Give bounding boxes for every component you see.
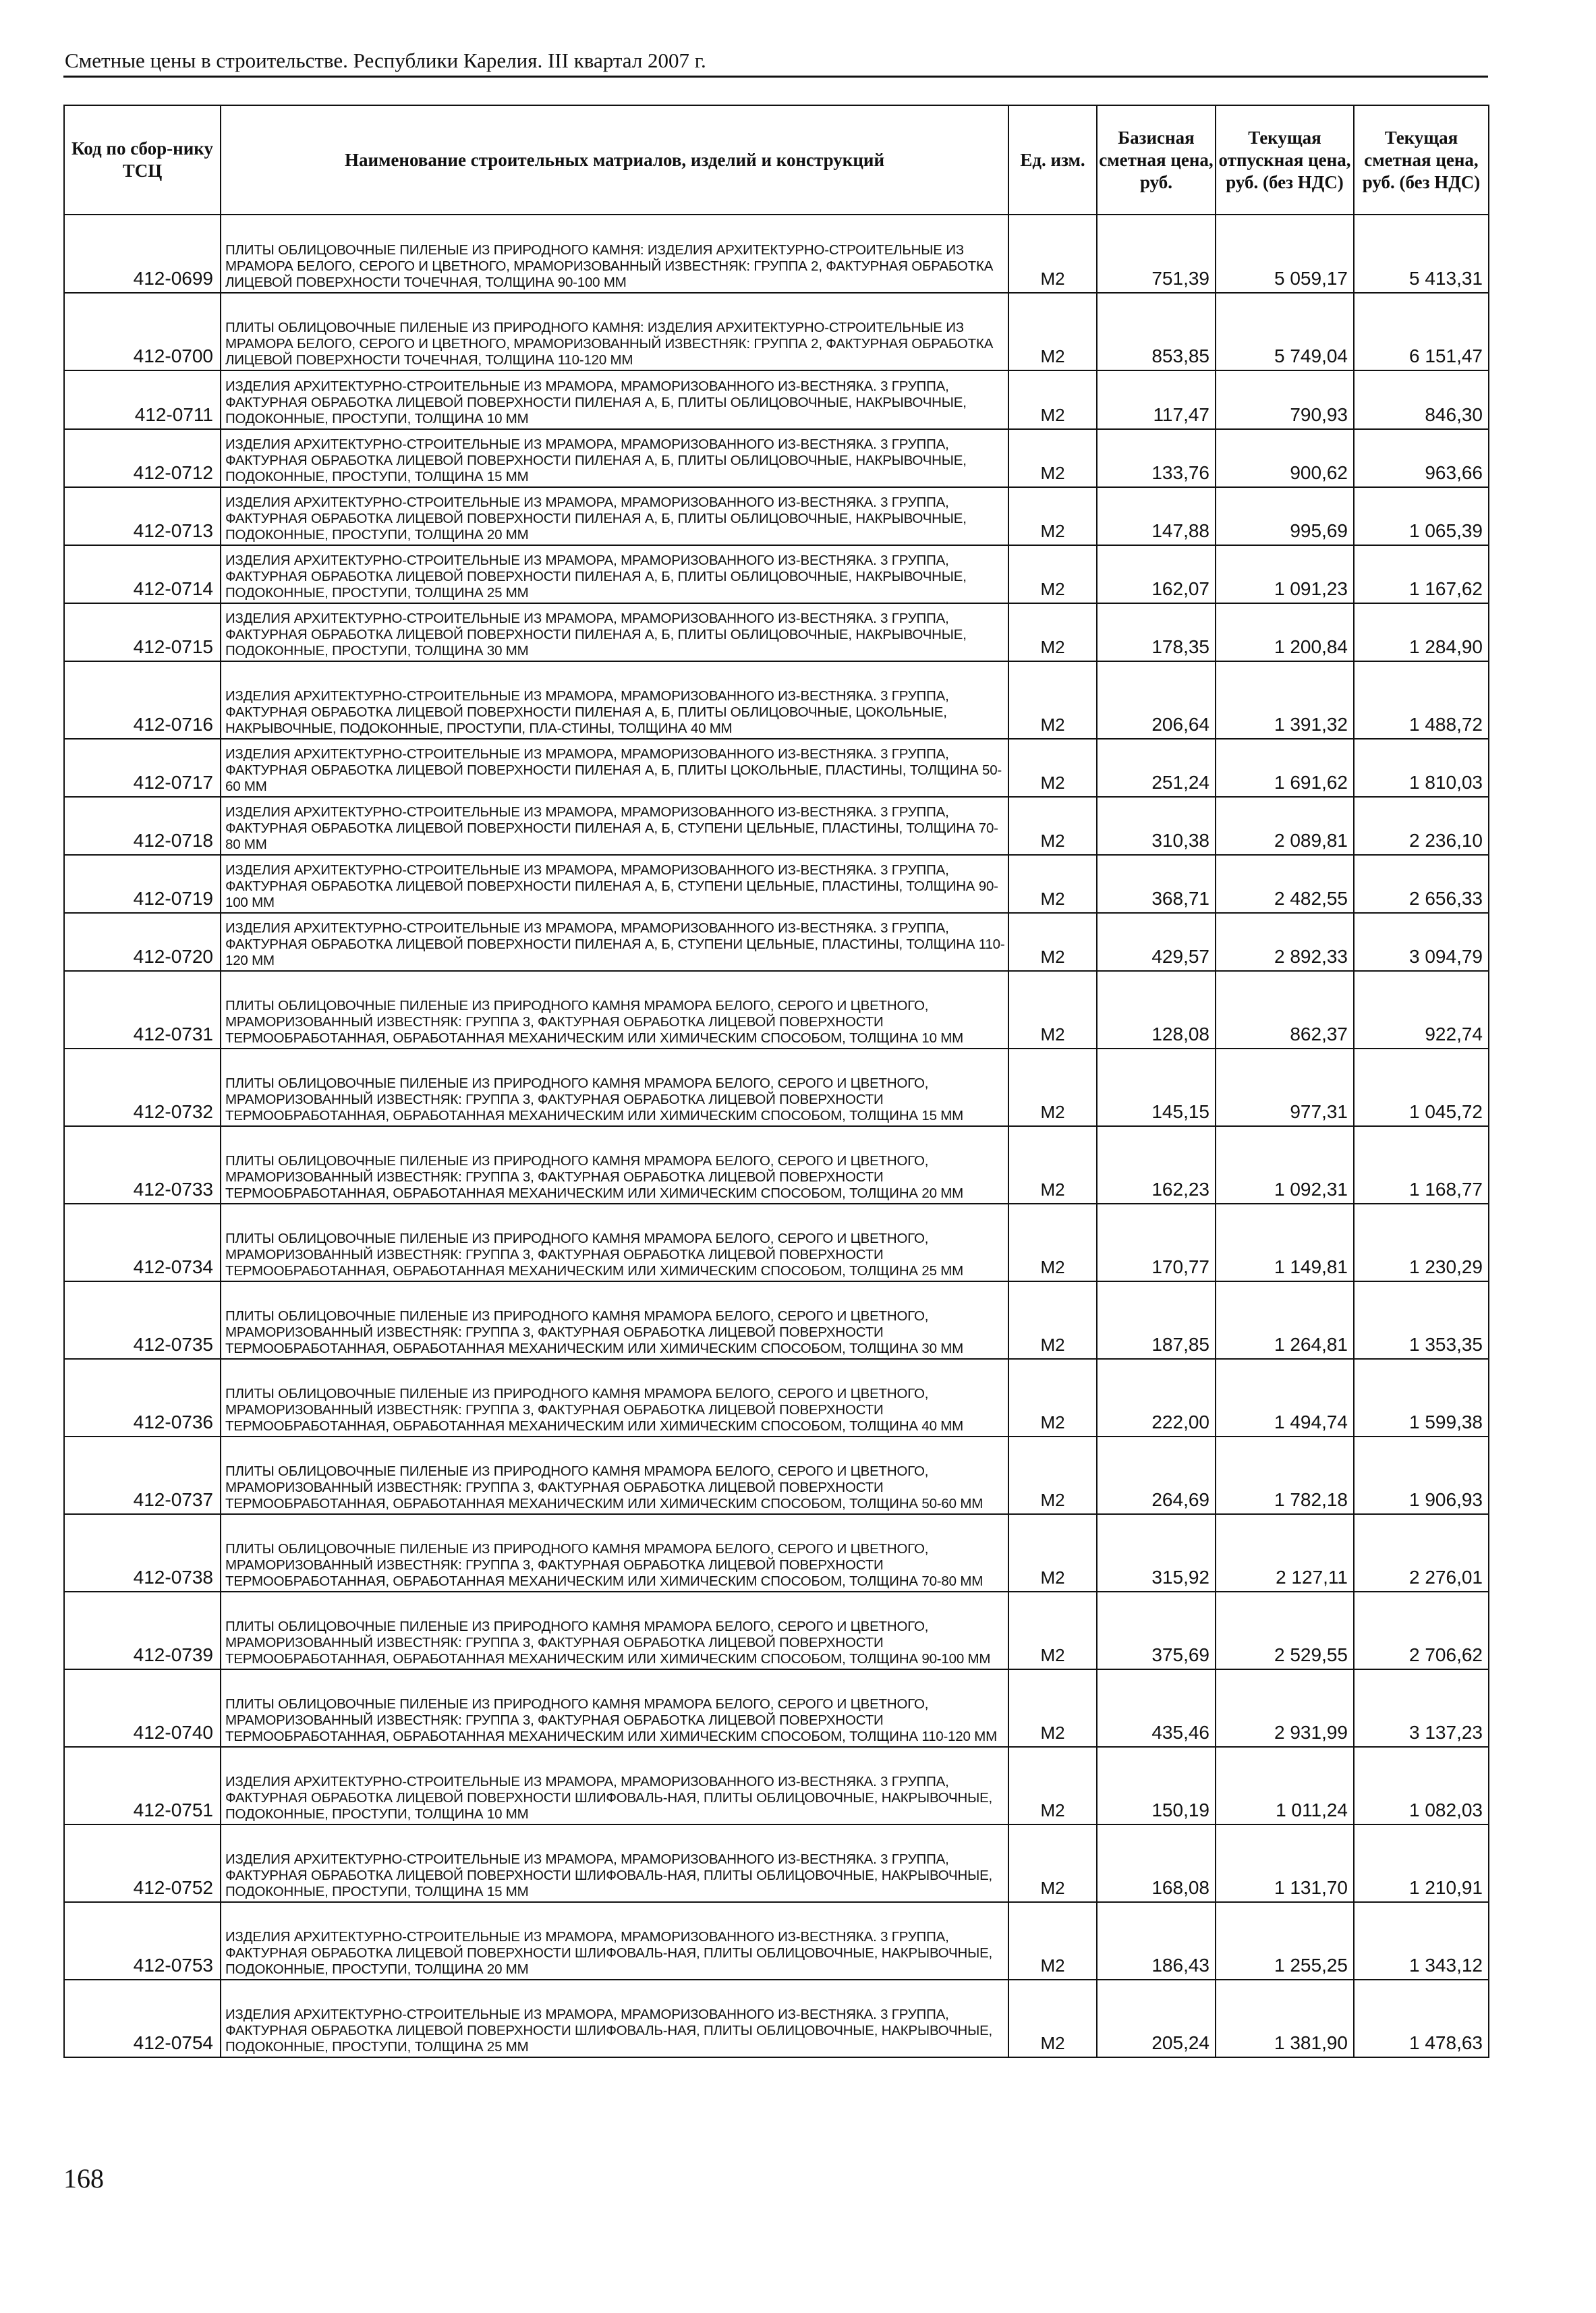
table-row [64, 1281, 1489, 1359]
row-name: ИЗДЕЛИЯ АРХИТЕКТУРНО-СТРОИТЕЛЬНЫЕ ИЗ МРАМОРА, МРАМОРИЗОВАННОГО ИЗ-ВЕСТНЯКА. 3 ГРУППА, ФАКТУРНАЯ ОБРАБОТКА ЛИЦЕВОЙ ПОВЕРХНОСТИ ПИЛЕНАЯ А, Б, ПЛИТЫ ЦОКОЛЬНЫЕ, ПЛАСТИНЫ, ТОЛЩИНА 50-60 ММ [221, 739, 1008, 797]
row-base-price: 429,57 [1097, 913, 1216, 971]
running-header: Сметные цены в строительстве. Республики Карелия. III квартал 2007 г. [65, 49, 706, 72]
row-release-price: 1 092,31 [1216, 1126, 1354, 1204]
table-row [64, 1902, 1489, 1980]
row-release-price: 2 482,55 [1216, 855, 1354, 913]
row-release-price: 900,62 [1216, 429, 1354, 487]
row-base-price: 375,69 [1097, 1592, 1216, 1669]
row-unit: М2 [1008, 1049, 1097, 1126]
row-estimate-price: 2 236,10 [1354, 797, 1489, 855]
row-code: 412-0713 [64, 487, 221, 545]
row-release-price: 5 059,17 [1216, 215, 1354, 293]
table-row [64, 1747, 1489, 1824]
table-row [64, 1592, 1489, 1669]
table-row [64, 739, 1489, 797]
row-estimate-price: 1 082,03 [1354, 1747, 1489, 1824]
row-release-price: 1 131,70 [1216, 1824, 1354, 1902]
row-unit: М2 [1008, 1437, 1097, 1514]
row-code: 412-0717 [64, 739, 221, 797]
row-unit: М2 [1008, 1281, 1097, 1359]
table-row [64, 1980, 1489, 2057]
row-estimate-price: 963,66 [1354, 429, 1489, 487]
header-rule [63, 76, 1488, 78]
row-base-price: 264,69 [1097, 1437, 1216, 1514]
row-estimate-price: 2 706,62 [1354, 1592, 1489, 1669]
row-code: 412-0732 [64, 1049, 221, 1126]
row-estimate-price: 1 045,72 [1354, 1049, 1489, 1126]
row-estimate-price: 1 230,29 [1354, 1204, 1489, 1281]
row-name: ИЗДЕЛИЯ АРХИТЕКТУРНО-СТРОИТЕЛЬНЫЕ ИЗ МРАМОРА, МРАМОРИЗОВАННОГО ИЗ-ВЕСТНЯКА. 3 ГРУППА, ФАКТУРНАЯ ОБРАБОТКА ЛИЦЕВОЙ ПОВЕРХНОСТИ ПИЛЕНАЯ А, Б, ПЛИТЫ ОБЛИЦОВОЧНЫЕ, ЦОКОЛЬНЫЕ, НАКРЫВОЧНЫЕ, ПОДОКОННЫЕ, ПРОСТУПИ, ПЛА-СТИНЫ, ТОЛЩИНА 40 ММ [221, 661, 1008, 739]
table-row [64, 1204, 1489, 1281]
row-estimate-price: 3 094,79 [1354, 913, 1489, 971]
table-row [64, 1437, 1489, 1514]
row-name: ПЛИТЫ ОБЛИЦОВОЧНЫЕ ПИЛЕНЫЕ ИЗ ПРИРОДНОГО КАМНЯ: ИЗДЕЛИЯ АРХИТЕКТУРНО-СТРОИТЕЛЬНЫЕ ИЗ МРАМОРА БЕЛОГО, СЕРОГО И ЦВЕТНОГО, МРАМОРИЗОВАННЫЙ ИЗВЕСТНЯК: ГРУППА 2, ФАКТУРНАЯ ОБРАБОТКА ЛИЦЕВОЙ ПОВЕРХНОСТИ ТОЧЕЧНАЯ, ТОЛЩИНА 110-120 ММ [221, 293, 1008, 370]
row-unit: М2 [1008, 1824, 1097, 1902]
row-release-price: 2 529,55 [1216, 1592, 1354, 1669]
row-unit: М2 [1008, 855, 1097, 913]
row-code: 412-0712 [64, 429, 221, 487]
row-code: 412-0735 [64, 1281, 221, 1359]
row-estimate-price: 1 353,35 [1354, 1281, 1489, 1359]
row-code: 412-0733 [64, 1126, 221, 1204]
row-unit: М2 [1008, 1204, 1097, 1281]
row-code: 412-0751 [64, 1747, 221, 1824]
row-estimate-price: 2 276,01 [1354, 1514, 1489, 1592]
row-base-price: 168,08 [1097, 1824, 1216, 1902]
table-row [64, 487, 1489, 545]
row-base-price: 206,64 [1097, 661, 1216, 739]
row-name: ИЗДЕЛИЯ АРХИТЕКТУРНО-СТРОИТЕЛЬНЫЕ ИЗ МРАМОРА, МРАМОРИЗОВАННОГО ИЗ-ВЕСТНЯКА. 3 ГРУППА, ФАКТУРНАЯ ОБРАБОТКА ЛИЦЕВОЙ ПОВЕРХНОСТИ ПИЛЕНАЯ А, Б, СТУПЕНИ ЦЕЛЬНЫЕ, ПЛАСТИНЫ, ТОЛЩИНА 110-120 ММ [221, 913, 1008, 971]
row-unit: М2 [1008, 913, 1097, 971]
row-estimate-price: 1 284,90 [1354, 603, 1489, 661]
row-estimate-price: 1 210,91 [1354, 1824, 1489, 1902]
row-base-price: 170,77 [1097, 1204, 1216, 1281]
row-base-price: 187,85 [1097, 1281, 1216, 1359]
row-unit: М2 [1008, 1514, 1097, 1592]
row-base-price: 145,15 [1097, 1049, 1216, 1126]
row-name: ИЗДЕЛИЯ АРХИТЕКТУРНО-СТРОИТЕЛЬНЫЕ ИЗ МРАМОРА, МРАМОРИЗОВАННОГО ИЗ-ВЕСТНЯКА. 3 ГРУППА, ФАКТУРНАЯ ОБРАБОТКА ЛИЦЕВОЙ ПОВЕРХНОСТИ ПИЛЕНАЯ А, Б, ПЛИТЫ ОБЛИЦОВОЧНЫЕ, НАКРЫВОЧНЫЕ, ПОДОКОННЫЕ, ПРОСТУПИ, ТОЛЩИНА 15 ММ [221, 429, 1008, 487]
row-base-price: 117,47 [1097, 370, 1216, 429]
row-estimate-price: 2 656,33 [1354, 855, 1489, 913]
row-estimate-price: 1 167,62 [1354, 545, 1489, 603]
row-code: 412-0700 [64, 293, 221, 370]
table-row [64, 1049, 1489, 1126]
row-code: 412-0754 [64, 1980, 221, 2057]
row-code: 412-0734 [64, 1204, 221, 1281]
row-release-price: 2 127,11 [1216, 1514, 1354, 1592]
row-name: ИЗДЕЛИЯ АРХИТЕКТУРНО-СТРОИТЕЛЬНЫЕ ИЗ МРАМОРА, МРАМОРИЗОВАННОГО ИЗ-ВЕСТНЯКА. 3 ГРУППА, ФАКТУРНАЯ ОБРАБОТКА ЛИЦЕВОЙ ПОВЕРХНОСТИ ПИЛЕНАЯ А, Б, ПЛИТЫ ОБЛИЦОВОЧНЫЕ, НАКРЫВОЧНЫЕ, ПОДОКОННЫЕ, ПРОСТУПИ, ТОЛЩИНА 10 ММ [221, 370, 1008, 429]
row-release-price: 1 011,24 [1216, 1747, 1354, 1824]
row-unit: М2 [1008, 293, 1097, 370]
row-code: 412-0720 [64, 913, 221, 971]
row-release-price: 790,93 [1216, 370, 1354, 429]
row-name: ПЛИТЫ ОБЛИЦОВОЧНЫЕ ПИЛЕНЫЕ ИЗ ПРИРОДНОГО КАМНЯ МРАМОРА БЕЛОГО, СЕРОГО И ЦВЕТНОГО, МРАМОРИЗОВАННЫЙ ИЗВЕСТНЯК: ГРУППА 3, ФАКТУРНАЯ ОБРАБОТКА ЛИЦЕВОЙ ПОВЕРХНОСТИ ТЕРМООБРАБОТАННАЯ, ОБРАБОТАННАЯ МЕХАНИЧЕСКИМ ИЛИ ХИМИЧЕСКИМ СПОСОБОМ, ТОЛЩИНА 90-100 ММ [221, 1592, 1008, 1669]
row-name: ПЛИТЫ ОБЛИЦОВОЧНЫЕ ПИЛЕНЫЕ ИЗ ПРИРОДНОГО КАМНЯ МРАМОРА БЕЛОГО, СЕРОГО И ЦВЕТНОГО, МРАМОРИЗОВАННЫЙ ИЗВЕСТНЯК: ГРУППА 3, ФАКТУРНАЯ ОБРАБОТКА ЛИЦЕВОЙ ПОВЕРХНОСТИ ТЕРМООБРАБОТАННАЯ, ОБРАБОТАННАЯ МЕХАНИЧЕСКИМ ИЛИ ХИМИЧЕСКИМ СПОСОБОМ, ТОЛЩИНА 40 ММ [221, 1359, 1008, 1437]
row-unit: М2 [1008, 545, 1097, 603]
row-name: ПЛИТЫ ОБЛИЦОВОЧНЫЕ ПИЛЕНЫЕ ИЗ ПРИРОДНОГО КАМНЯ МРАМОРА БЕЛОГО, СЕРОГО И ЦВЕТНОГО, МРАМОРИЗОВАННЫЙ ИЗВЕСТНЯК: ГРУППА 3, ФАКТУРНАЯ ОБРАБОТКА ЛИЦЕВОЙ ПОВЕРХНОСТИ ТЕРМООБРАБОТАННАЯ, ОБРАБОТАННАЯ МЕХАНИЧЕСКИМ ИЛИ ХИМИЧЕСКИМ СПОСОБОМ, ТОЛЩИНА 10 ММ [221, 971, 1008, 1049]
row-release-price: 1 255,25 [1216, 1902, 1354, 1980]
row-release-price: 995,69 [1216, 487, 1354, 545]
table-body [64, 215, 1489, 2057]
row-code: 412-0738 [64, 1514, 221, 1592]
page-number: 168 [63, 2163, 104, 2194]
row-estimate-price: 1 599,38 [1354, 1359, 1489, 1437]
row-base-price: 251,24 [1097, 739, 1216, 797]
row-code: 412-0739 [64, 1592, 221, 1669]
row-name: ИЗДЕЛИЯ АРХИТЕКТУРНО-СТРОИТЕЛЬНЫЕ ИЗ МРАМОРА, МРАМОРИЗОВАННОГО ИЗ-ВЕСТНЯКА. 3 ГРУППА, ФАКТУРНАЯ ОБРАБОТКА ЛИЦЕВОЙ ПОВЕРХНОСТИ ШЛИФОВАЛЬ-НАЯ, ПЛИТЫ ОБЛИЦОВОЧНЫЕ, НАКРЫВОЧНЫЕ, ПОДОКОННЫЕ, ПРОСТУПИ, ТОЛЩИНА 10 ММ [221, 1747, 1008, 1824]
row-release-price: 2 892,33 [1216, 913, 1354, 971]
row-code: 412-0699 [64, 215, 221, 293]
row-code: 412-0740 [64, 1669, 221, 1747]
table-row [64, 1359, 1489, 1437]
table-row [64, 913, 1489, 971]
header-code: Код по сбор-нику ТСЦ [64, 105, 221, 215]
row-release-price: 862,37 [1216, 971, 1354, 1049]
row-release-price: 1 200,84 [1216, 603, 1354, 661]
row-unit: М2 [1008, 797, 1097, 855]
row-estimate-price: 1 906,93 [1354, 1437, 1489, 1514]
header-unit: Ед. изм. [1008, 105, 1097, 215]
header-name: Наименование строительных матриалов, изделий и конструкций [221, 105, 1008, 215]
row-base-price: 368,71 [1097, 855, 1216, 913]
row-unit: М2 [1008, 971, 1097, 1049]
row-base-price: 853,85 [1097, 293, 1216, 370]
row-name: ИЗДЕЛИЯ АРХИТЕКТУРНО-СТРОИТЕЛЬНЫЕ ИЗ МРАМОРА, МРАМОРИЗОВАННОГО ИЗ-ВЕСТНЯКА. 3 ГРУППА, ФАКТУРНАЯ ОБРАБОТКА ЛИЦЕВОЙ ПОВЕРХНОСТИ ПИЛЕНАЯ А, Б, ПЛИТЫ ОБЛИЦОВОЧНЫЕ, НАКРЫВОЧНЫЕ, ПОДОКОННЫЕ, ПРОСТУПИ, ТОЛЩИНА 25 ММ [221, 545, 1008, 603]
row-name: ИЗДЕЛИЯ АРХИТЕКТУРНО-СТРОИТЕЛЬНЫЕ ИЗ МРАМОРА, МРАМОРИЗОВАННОГО ИЗ-ВЕСТНЯКА. 3 ГРУППА, ФАКТУРНАЯ ОБРАБОТКА ЛИЦЕВОЙ ПОВЕРХНОСТИ ШЛИФОВАЛЬ-НАЯ, ПЛИТЫ ОБЛИЦОВОЧНЫЕ, НАКРЫВОЧНЫЕ, ПОДОКОННЫЕ, ПРОСТУПИ, ТОЛЩИНА 25 ММ [221, 1980, 1008, 2057]
row-estimate-price: 1 810,03 [1354, 739, 1489, 797]
row-estimate-price: 1 478,63 [1354, 1980, 1489, 2057]
row-name: ИЗДЕЛИЯ АРХИТЕКТУРНО-СТРОИТЕЛЬНЫЕ ИЗ МРАМОРА, МРАМОРИЗОВАННОГО ИЗ-ВЕСТНЯКА. 3 ГРУППА, ФАКТУРНАЯ ОБРАБОТКА ЛИЦЕВОЙ ПОВЕРХНОСТИ ПИЛЕНАЯ А, Б, ПЛИТЫ ОБЛИЦОВОЧНЫЕ, НАКРЫВОЧНЫЕ, ПОДОКОННЫЕ, ПРОСТУПИ, ТОЛЩИНА 30 ММ [221, 603, 1008, 661]
row-release-price: 1 782,18 [1216, 1437, 1354, 1514]
row-name: ПЛИТЫ ОБЛИЦОВОЧНЫЕ ПИЛЕНЫЕ ИЗ ПРИРОДНОГО КАМНЯ МРАМОРА БЕЛОГО, СЕРОГО И ЦВЕТНОГО, МРАМОРИЗОВАННЫЙ ИЗВЕСТНЯК: ГРУППА 3, ФАКТУРНАЯ ОБРАБОТКА ЛИЦЕВОЙ ПОВЕРХНОСТИ ТЕРМООБРАБОТАННАЯ, ОБРАБОТАННАЯ МЕХАНИЧЕСКИМ ИЛИ ХИМИЧЕСКИМ СПОСОБОМ, ТОЛЩИНА 25 ММ [221, 1204, 1008, 1281]
table-row [64, 293, 1489, 370]
header-release-price: Текущая отпускная цена, руб. (без НДС) [1216, 105, 1354, 215]
table-row [64, 971, 1489, 1049]
header-estimate-price: Текущая сметная цена, руб. (без НДС) [1354, 105, 1489, 215]
row-estimate-price: 1 343,12 [1354, 1902, 1489, 1980]
row-unit: М2 [1008, 1359, 1097, 1437]
row-name: ПЛИТЫ ОБЛИЦОВОЧНЫЕ ПИЛЕНЫЕ ИЗ ПРИРОДНОГО КАМНЯ: ИЗДЕЛИЯ АРХИТЕКТУРНО-СТРОИТЕЛЬНЫЕ ИЗ МРАМОРА БЕЛОГО, СЕРОГО И ЦВЕТНОГО, МРАМОРИЗОВАННЫЙ ИЗВЕСТНЯК: ГРУППА 2, ФАКТУРНАЯ ОБРАБОТКА ЛИЦЕВОЙ ПОВЕРХНОСТИ ТОЧЕЧНАЯ, ТОЛЩИНА 90-100 ММ [221, 215, 1008, 293]
table-row [64, 1126, 1489, 1204]
row-release-price: 1 264,81 [1216, 1281, 1354, 1359]
row-unit: М2 [1008, 370, 1097, 429]
row-release-price: 1 391,32 [1216, 661, 1354, 739]
row-name: ИЗДЕЛИЯ АРХИТЕКТУРНО-СТРОИТЕЛЬНЫЕ ИЗ МРАМОРА, МРАМОРИЗОВАННОГО ИЗ-ВЕСТНЯКА. 3 ГРУППА, ФАКТУРНАЯ ОБРАБОТКА ЛИЦЕВОЙ ПОВЕРХНОСТИ ПИЛЕНАЯ А, Б, ПЛИТЫ ОБЛИЦОВОЧНЫЕ, НАКРЫВОЧНЫЕ, ПОДОКОННЫЕ, ПРОСТУПИ, ТОЛЩИНА 20 ММ [221, 487, 1008, 545]
row-base-price: 751,39 [1097, 215, 1216, 293]
row-unit: М2 [1008, 1126, 1097, 1204]
row-unit: М2 [1008, 739, 1097, 797]
row-code: 412-0715 [64, 603, 221, 661]
row-unit: М2 [1008, 1747, 1097, 1824]
row-unit: М2 [1008, 215, 1097, 293]
row-unit: М2 [1008, 661, 1097, 739]
row-estimate-price: 1 168,77 [1354, 1126, 1489, 1204]
row-base-price: 315,92 [1097, 1514, 1216, 1592]
table-row [64, 603, 1489, 661]
header-base-price: Базисная сметная цена, руб. [1097, 105, 1216, 215]
row-code: 412-0711 [64, 370, 221, 429]
row-name: ПЛИТЫ ОБЛИЦОВОЧНЫЕ ПИЛЕНЫЕ ИЗ ПРИРОДНОГО КАМНЯ МРАМОРА БЕЛОГО, СЕРОГО И ЦВЕТНОГО, МРАМОРИЗОВАННЫЙ ИЗВЕСТНЯК: ГРУППА 3, ФАКТУРНАЯ ОБРАБОТКА ЛИЦЕВОЙ ПОВЕРХНОСТИ ТЕРМООБРАБОТАННАЯ, ОБРАБОТАННАЯ МЕХАНИЧЕСКИМ ИЛИ ХИМИЧЕСКИМ СПОСОБОМ, ТОЛЩИНА 15 ММ [221, 1049, 1008, 1126]
table-row [64, 1514, 1489, 1592]
row-estimate-price: 3 137,23 [1354, 1669, 1489, 1747]
row-estimate-price: 6 151,47 [1354, 293, 1489, 370]
row-estimate-price: 1 488,72 [1354, 661, 1489, 739]
row-code: 412-0714 [64, 545, 221, 603]
row-base-price: 150,19 [1097, 1747, 1216, 1824]
row-name: ПЛИТЫ ОБЛИЦОВОЧНЫЕ ПИЛЕНЫЕ ИЗ ПРИРОДНОГО КАМНЯ МРАМОРА БЕЛОГО, СЕРОГО И ЦВЕТНОГО, МРАМОРИЗОВАННЫЙ ИЗВЕСТНЯК: ГРУППА 3, ФАКТУРНАЯ ОБРАБОТКА ЛИЦЕВОЙ ПОВЕРХНОСТИ ТЕРМООБРАБОТАННАЯ, ОБРАБОТАННАЯ МЕХАНИЧЕСКИМ ИЛИ ХИМИЧЕСКИМ СПОСОБОМ, ТОЛЩИНА 50-60 ММ [221, 1437, 1008, 1514]
row-base-price: 178,35 [1097, 603, 1216, 661]
row-name: ИЗДЕЛИЯ АРХИТЕКТУРНО-СТРОИТЕЛЬНЫЕ ИЗ МРАМОРА, МРАМОРИЗОВАННОГО ИЗ-ВЕСТНЯКА. 3 ГРУППА, ФАКТУРНАЯ ОБРАБОТКА ЛИЦЕВОЙ ПОВЕРХНОСТИ ПИЛЕНАЯ А, Б, СТУПЕНИ ЦЕЛЬНЫЕ, ПЛАСТИНЫ, ТОЛЩИНА 90-100 ММ [221, 855, 1008, 913]
table-row [64, 855, 1489, 913]
row-code: 412-0719 [64, 855, 221, 913]
row-base-price: 162,07 [1097, 545, 1216, 603]
row-estimate-price: 922,74 [1354, 971, 1489, 1049]
row-base-price: 147,88 [1097, 487, 1216, 545]
row-code: 412-0753 [64, 1902, 221, 1980]
row-release-price: 1 691,62 [1216, 739, 1354, 797]
row-release-price: 977,31 [1216, 1049, 1354, 1126]
row-name: ПЛИТЫ ОБЛИЦОВОЧНЫЕ ПИЛЕНЫЕ ИЗ ПРИРОДНОГО КАМНЯ МРАМОРА БЕЛОГО, СЕРОГО И ЦВЕТНОГО, МРАМОРИЗОВАННЫЙ ИЗВЕСТНЯК: ГРУППА 3, ФАКТУРНАЯ ОБРАБОТКА ЛИЦЕВОЙ ПОВЕРХНОСТИ ТЕРМООБРАБОТАННАЯ, ОБРАБОТАННАЯ МЕХАНИЧЕСКИМ ИЛИ ХИМИЧЕСКИМ СПОСОБОМ, ТОЛЩИНА 70-80 ММ [221, 1514, 1008, 1592]
row-name: ИЗДЕЛИЯ АРХИТЕКТУРНО-СТРОИТЕЛЬНЫЕ ИЗ МРАМОРА, МРАМОРИЗОВАННОГО ИЗ-ВЕСТНЯКА. 3 ГРУППА, ФАКТУРНАЯ ОБРАБОТКА ЛИЦЕВОЙ ПОВЕРХНОСТИ ПИЛЕНАЯ А, Б, СТУПЕНИ ЦЕЛЬНЫЕ, ПЛАСТИНЫ, ТОЛЩИНА 70-80 ММ [221, 797, 1008, 855]
row-release-price: 1 494,74 [1216, 1359, 1354, 1437]
table-row [64, 370, 1489, 429]
row-estimate-price: 5 413,31 [1354, 215, 1489, 293]
row-release-price: 1 149,81 [1216, 1204, 1354, 1281]
row-release-price: 1 091,23 [1216, 545, 1354, 603]
row-unit: М2 [1008, 603, 1097, 661]
row-release-price: 2 089,81 [1216, 797, 1354, 855]
table-row [64, 797, 1489, 855]
row-code: 412-0731 [64, 971, 221, 1049]
row-base-price: 186,43 [1097, 1902, 1216, 1980]
table-row [64, 1824, 1489, 1902]
row-unit: М2 [1008, 1592, 1097, 1669]
row-release-price: 1 381,90 [1216, 1980, 1354, 2057]
row-code: 412-0718 [64, 797, 221, 855]
row-unit: М2 [1008, 429, 1097, 487]
row-code: 412-0716 [64, 661, 221, 739]
row-base-price: 435,46 [1097, 1669, 1216, 1747]
row-base-price: 310,38 [1097, 797, 1216, 855]
table-header-row [64, 105, 1489, 215]
row-release-price: 5 749,04 [1216, 293, 1354, 370]
row-base-price: 128,08 [1097, 971, 1216, 1049]
row-release-price: 2 931,99 [1216, 1669, 1354, 1747]
row-estimate-price: 846,30 [1354, 370, 1489, 429]
row-unit: М2 [1008, 487, 1097, 545]
table-row [64, 429, 1489, 487]
row-code: 412-0737 [64, 1437, 221, 1514]
row-base-price: 205,24 [1097, 1980, 1216, 2057]
row-name: ПЛИТЫ ОБЛИЦОВОЧНЫЕ ПИЛЕНЫЕ ИЗ ПРИРОДНОГО КАМНЯ МРАМОРА БЕЛОГО, СЕРОГО И ЦВЕТНОГО, МРАМОРИЗОВАННЫЙ ИЗВЕСТНЯК: ГРУППА 3, ФАКТУРНАЯ ОБРАБОТКА ЛИЦЕВОЙ ПОВЕРХНОСТИ ТЕРМООБРАБОТАННАЯ, ОБРАБОТАННАЯ МЕХАНИЧЕСКИМ ИЛИ ХИМИЧЕСКИМ СПОСОБОМ, ТОЛЩИНА 110-120 ММ [221, 1669, 1008, 1747]
row-estimate-price: 1 065,39 [1354, 487, 1489, 545]
row-base-price: 222,00 [1097, 1359, 1216, 1437]
table-row [64, 215, 1489, 293]
table-row [64, 545, 1489, 603]
row-code: 412-0736 [64, 1359, 221, 1437]
row-base-price: 133,76 [1097, 429, 1216, 487]
row-name: ИЗДЕЛИЯ АРХИТЕКТУРНО-СТРОИТЕЛЬНЫЕ ИЗ МРАМОРА, МРАМОРИЗОВАННОГО ИЗ-ВЕСТНЯКА. 3 ГРУППА, ФАКТУРНАЯ ОБРАБОТКА ЛИЦЕВОЙ ПОВЕРХНОСТИ ШЛИФОВАЛЬ-НАЯ, ПЛИТЫ ОБЛИЦОВОЧНЫЕ, НАКРЫВОЧНЫЕ, ПОДОКОННЫЕ, ПРОСТУПИ, ТОЛЩИНА 20 ММ [221, 1902, 1008, 1980]
row-name: ИЗДЕЛИЯ АРХИТЕКТУРНО-СТРОИТЕЛЬНЫЕ ИЗ МРАМОРА, МРАМОРИЗОВАННОГО ИЗ-ВЕСТНЯКА. 3 ГРУППА, ФАКТУРНАЯ ОБРАБОТКА ЛИЦЕВОЙ ПОВЕРХНОСТИ ШЛИФОВАЛЬ-НАЯ, ПЛИТЫ ОБЛИЦОВОЧНЫЕ, НАКРЫВОЧНЫЕ, ПОДОКОННЫЕ, ПРОСТУПИ, ТОЛЩИНА 15 ММ [221, 1824, 1008, 1902]
row-code: 412-0752 [64, 1824, 221, 1902]
row-unit: М2 [1008, 1669, 1097, 1747]
row-name: ПЛИТЫ ОБЛИЦОВОЧНЫЕ ПИЛЕНЫЕ ИЗ ПРИРОДНОГО КАМНЯ МРАМОРА БЕЛОГО, СЕРОГО И ЦВЕТНОГО, МРАМОРИЗОВАННЫЙ ИЗВЕСТНЯК: ГРУППА 3, ФАКТУРНАЯ ОБРАБОТКА ЛИЦЕВОЙ ПОВЕРХНОСТИ ТЕРМООБРАБОТАННАЯ, ОБРАБОТАННАЯ МЕХАНИЧЕСКИМ ИЛИ ХИМИЧЕСКИМ СПОСОБОМ, ТОЛЩИНА 30 ММ [221, 1281, 1008, 1359]
table-row [64, 661, 1489, 739]
table-row [64, 1669, 1489, 1747]
row-unit: М2 [1008, 1980, 1097, 2057]
price-table [63, 105, 1489, 2058]
row-unit: М2 [1008, 1902, 1097, 1980]
row-name: ПЛИТЫ ОБЛИЦОВОЧНЫЕ ПИЛЕНЫЕ ИЗ ПРИРОДНОГО КАМНЯ МРАМОРА БЕЛОГО, СЕРОГО И ЦВЕТНОГО, МРАМОРИЗОВАННЫЙ ИЗВЕСТНЯК: ГРУППА 3, ФАКТУРНАЯ ОБРАБОТКА ЛИЦЕВОЙ ПОВЕРХНОСТИ ТЕРМООБРАБОТАННАЯ, ОБРАБОТАННАЯ МЕХАНИЧЕСКИМ ИЛИ ХИМИЧЕСКИМ СПОСОБОМ, ТОЛЩИНА 20 ММ [221, 1126, 1008, 1204]
row-base-price: 162,23 [1097, 1126, 1216, 1204]
